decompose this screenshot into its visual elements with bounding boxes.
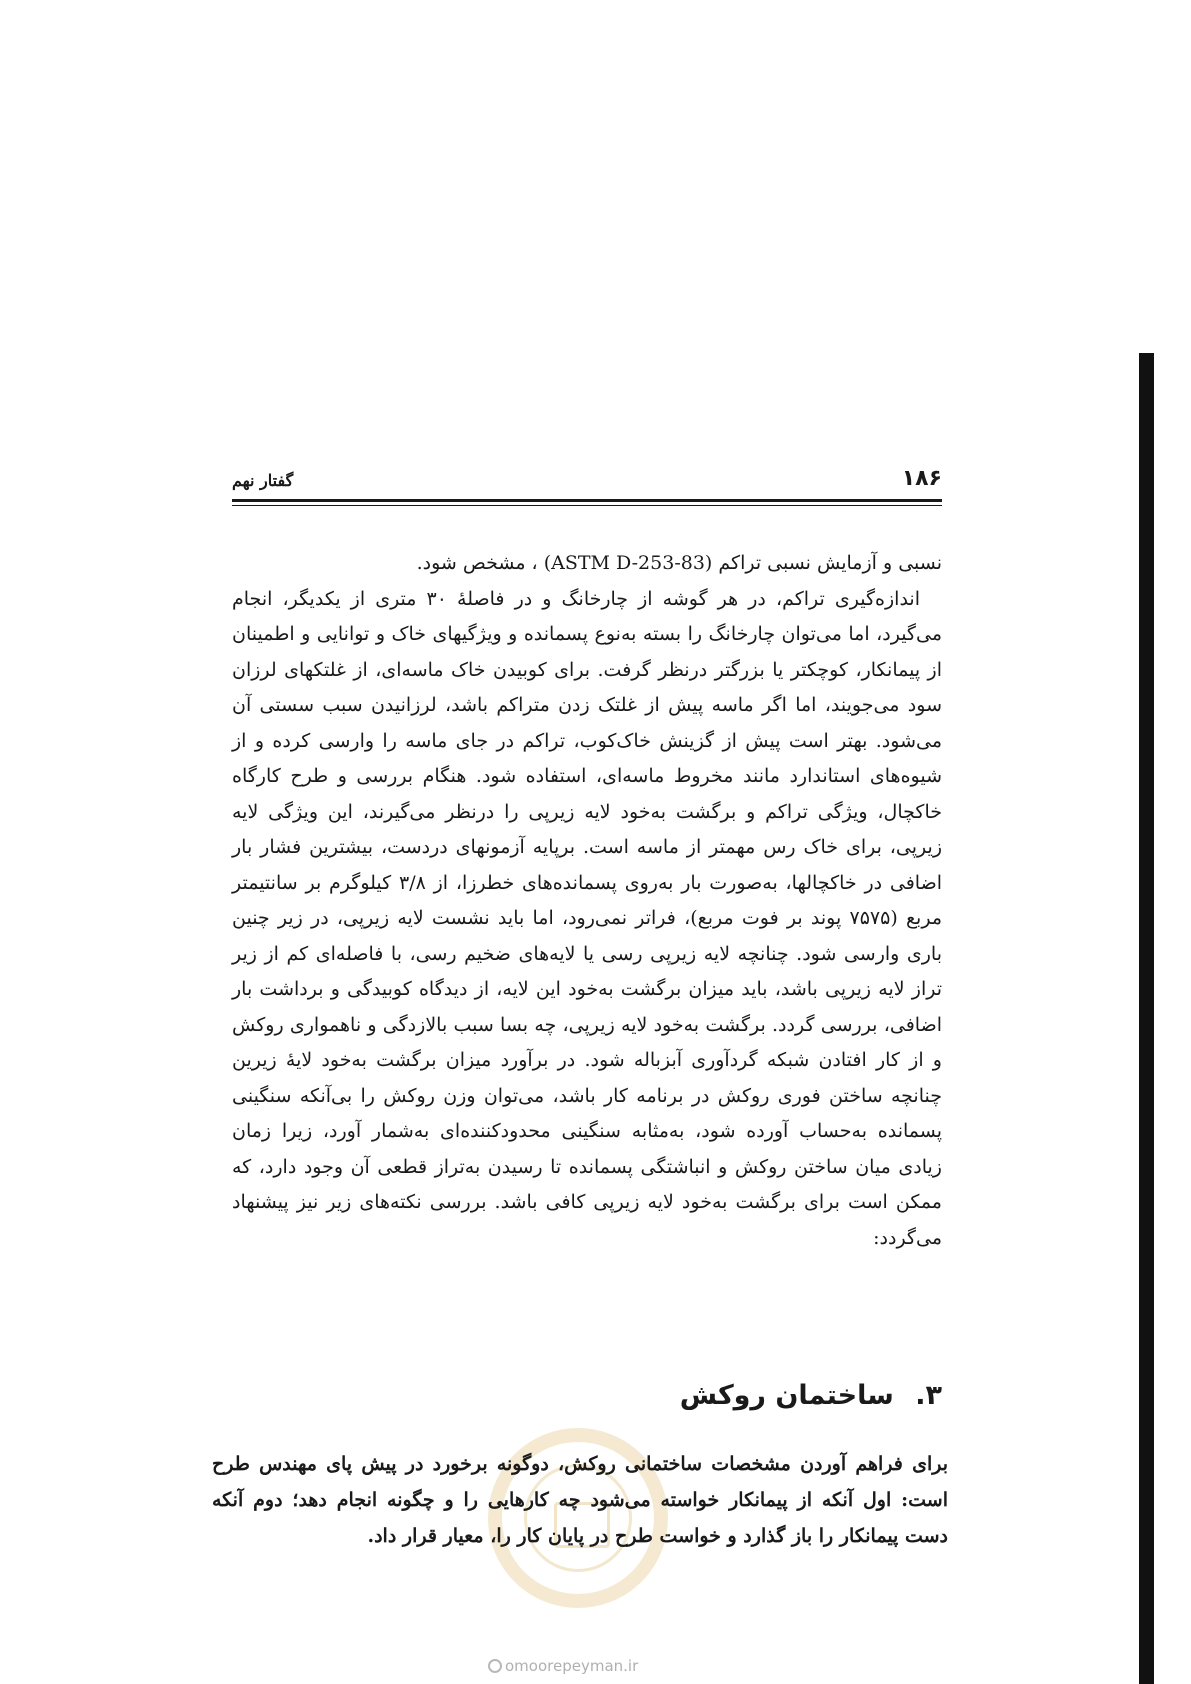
section-title: ساختمان روکش bbox=[679, 1380, 894, 1411]
paragraph-continuation: نسبی و آزمایش نسبی تراکم (ASTM D-253-83) ، مشخص شود. bbox=[416, 552, 942, 574]
page-edge-bar bbox=[1139, 353, 1154, 1684]
at-sign-icon bbox=[488, 1659, 502, 1673]
page-number: ۱۸۶ bbox=[901, 466, 942, 491]
watermark-url-text: omoorepeyman.ir bbox=[505, 1657, 639, 1675]
section-number: ۳. bbox=[915, 1380, 942, 1411]
chapter-name: گفتار نهم bbox=[232, 471, 294, 490]
section-paragraph: برای فراهم آوردن مشخصات ساختمانی روکش، دوگونه برخورد در پیش پای مهندس طرح است: اول آنکه از پیمانکار خواسته می‌شود چه کارهایی را و چگونه انجام دهد؛ دوم آنکه دست پیمانکار را باز گذارد و خواست طرح در پایان کار را، معیار قرار داد. bbox=[212, 1453, 948, 1547]
header-rule-thick bbox=[232, 499, 942, 502]
running-head bbox=[232, 466, 942, 496]
section-heading bbox=[232, 1380, 942, 1411]
paragraph-compaction: اندازه‌گیری تراکم، در هر گوشه از چارخانگ و در فاصلهٔ ۳۰ متری از یکدیگر، انجام می‌گیرد، اما می‌توان چارخانگ را بسته به‌نوع پسمانده و ویژگیهای خاک و توانایی و اطمینان از پیمانکار، کوچکتر یا بزرگتر درنظر گرفت. برای کوبیدن خاک ماسه‌ای، از غلتکهای لرزان سود می‌جویند، اما اگر ماسه پیش از غلتک زدن متراکم باشد، لرزانیدن سبب سستی آن می‌شود. بهتر است پیش از گزینش خاک‌کوب، تراکم در جای ماسه را وارسی کرده و از شیوه‌های استاندارد مانند مخروط ماسه‌ای، استفاده شود. هنگام بررسی و طرح کارگاه خاکچال، ویژگی تراکم و برگشت به‌خود لایه زیرپی را درنظر می‌گیرند، این ویژگی لایه زیرپی، برای خاک رس مهمتر از ماسه است. برپایه آزمونهای دردست، بیشترین فشار بار اضافی در خاکچالها، به‌صورت بار به‌روی پسمانده‌های خطرزا، از ۳/۸ کیلوگرم بر سانتیمتر مربع (۷۵۷۵ پوند بر فوت مربع)، فراتر نمی‌رود، اما باید نشست لایه زیرپی، در زیر چنین باری وارسی شود. چنانچه لایه زیرپی رسی یا لایه‌های ضخیم رسی، با فاصله‌ای کم از زیر تراز لایه زیرپی باشد، باید میزان برگشت به‌خود این لایه، از دیدگاه کوبیدگی و برداشت بار اضافی، بررسی گردد. برگشت به‌خود لایه زیرپی، چه بسا سبب بالازدگی و ناهمواری روکش و از کار افتادن شبکه گردآوری آبزباله شود. در برآورد میزان برگشت به‌خود لایهٔ زیرین چنانچه ساختن فوری روکش در برنامه کار باشد، می‌توان وزن روکش را بی‌آنکه سنگینی پسمانده به‌حساب آورده شود، به‌مثابه سنگینی محدودکننده‌ای به‌شمار آورد، زیرا زمان زیادی میان ساختن روکش و انباشتگی پسمانده تا رسیدن به‌تراز قطعی آن وجود دارد، که ممکن است برای برگشت به‌خود لایه زیرپی کافی باشد. بررسی نکته‌های زیر نیز پیشنهاد می‌گردد: bbox=[232, 587, 943, 1249]
header-rule-thin bbox=[232, 505, 942, 506]
watermark-url bbox=[488, 1657, 688, 1675]
body-text bbox=[232, 546, 942, 1256]
